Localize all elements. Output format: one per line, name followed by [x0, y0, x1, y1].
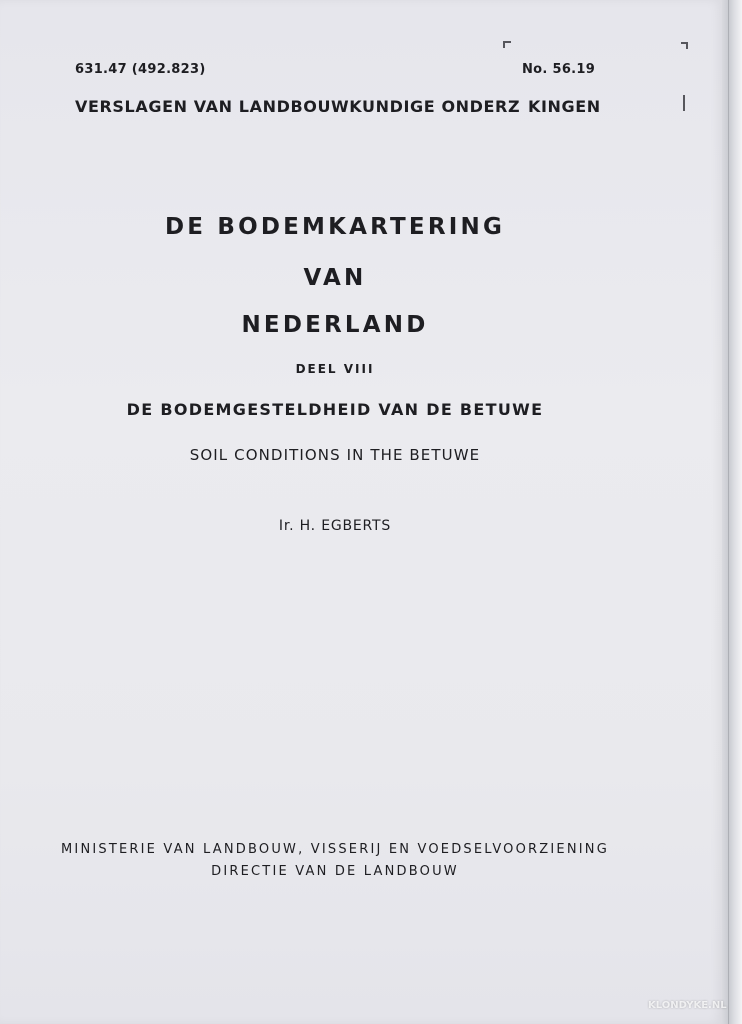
classification-code: 631.47 (492.823) [75, 62, 206, 77]
main-title-line-3: NEDERLAND [241, 312, 429, 338]
print-mark [683, 95, 685, 111]
report-number: No. 56.19 [522, 62, 596, 77]
watermark: KLONDYKE.NL [648, 1000, 727, 1011]
page-edge [722, 0, 742, 1024]
series-title-left: VERSLAGEN VAN LANDBOUWKUNDIGE ONDERZ [75, 97, 521, 116]
author-name: Ir. H. EGBERTS [278, 518, 392, 534]
print-mark [686, 42, 688, 49]
subtitle-english: SOIL CONDITIONS IN THE BETUWE [189, 446, 481, 464]
part-label: DEEL VIII [295, 362, 375, 376]
series-title-right: KINGEN [528, 97, 601, 116]
main-title-line-2: VAN [303, 265, 367, 291]
publisher-line-2: DIRECTIE VAN DE LANDBOUW [211, 864, 459, 879]
page-edge-line [728, 0, 729, 1024]
publisher-line-1: MINISTERIE VAN LANDBOUW, VISSERIJ EN VOEDSELVOORZIENING [61, 842, 609, 857]
print-mark [503, 41, 505, 48]
subtitle-dutch: DE BODEMGESTELDHEID VAN DE BETUWE [126, 400, 544, 419]
main-title-line-1: DE BODEMKARTERING [164, 214, 506, 240]
